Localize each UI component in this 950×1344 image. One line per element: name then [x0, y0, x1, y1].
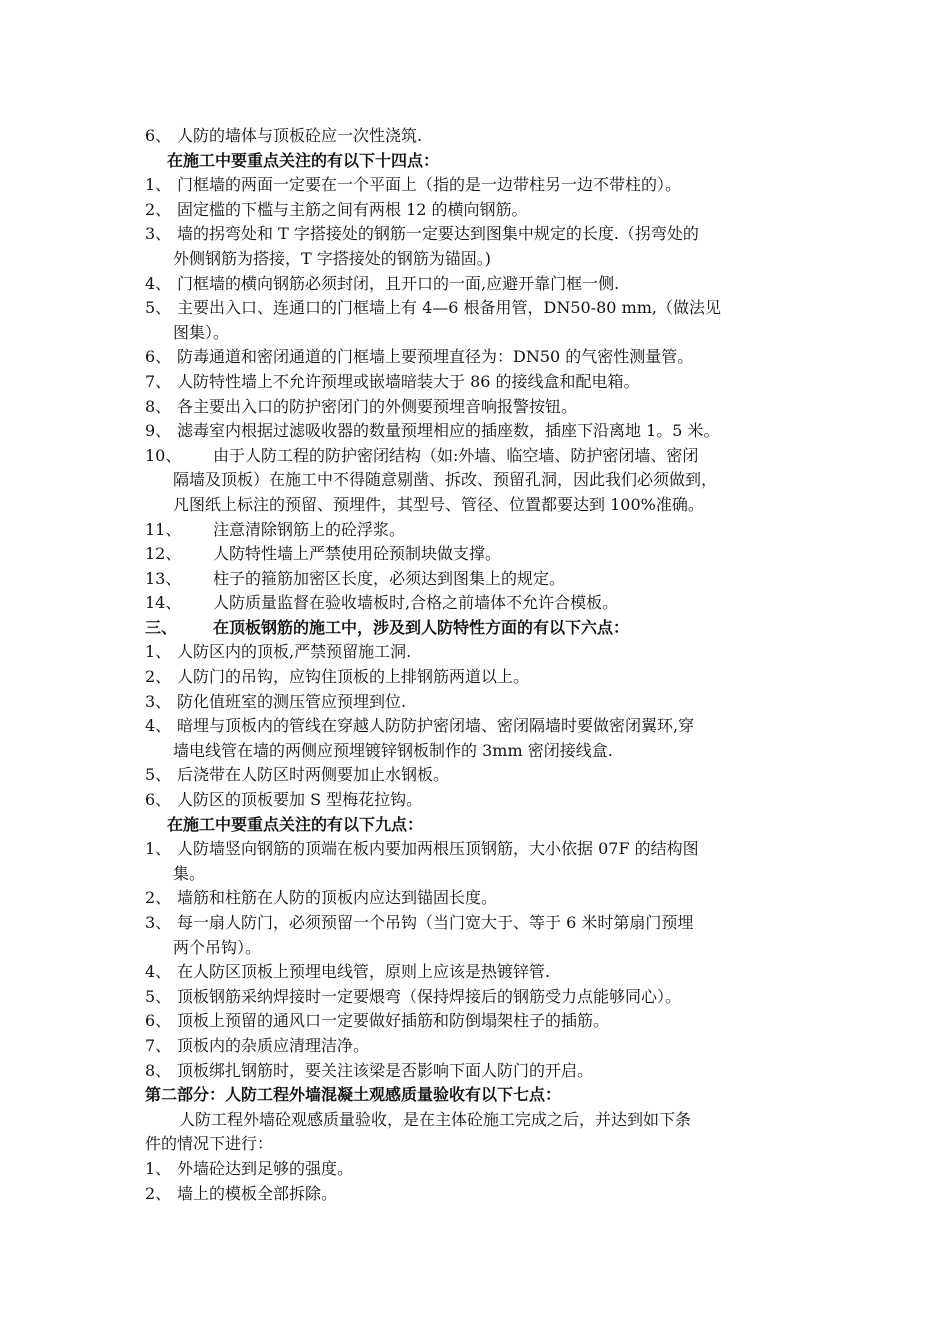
- list-item-number: 2、: [145, 667, 172, 687]
- list-item-number: 5、: [145, 765, 172, 785]
- list-item: [145, 591, 825, 616]
- list-item-text: 暗埋与顶板内的管线在穿越人防防护密闭墙、密闭隔墙时要做密闭翼环,穿: [177, 716, 695, 736]
- list-item-number: 3、: [145, 691, 172, 711]
- list-item-text: 墙电线管在墙的两侧应预埋镀锌钢板制作的 3mm 密闭接线盒.: [173, 740, 613, 760]
- list-item-text: 墙的拐弯处和 T 字搭接处的钢筋一定要达到图集中规定的长度.（拐弯处的: [177, 224, 699, 244]
- list-item-text: 人防特性墙上不允许预埋或嵌墙暗装大于 86 的接线盒和配电箱。: [177, 371, 640, 391]
- list-item: [145, 1157, 825, 1182]
- list-item-number: 3、: [145, 913, 172, 932]
- document-body: [145, 124, 825, 1206]
- list-item-number: 3、: [145, 224, 172, 244]
- list-item: [145, 985, 825, 1010]
- list-item-text: 在顶板钢筋的施工中，涉及到人防特性方面的有以下六点：: [213, 617, 630, 637]
- list-item-number: 5、: [145, 986, 172, 1006]
- list-item-number: 14、: [145, 593, 182, 613]
- list-item-text: 人防特性墙上严禁使用砼预制块做支撑。: [213, 544, 502, 564]
- list-item-number: 6、: [145, 790, 172, 810]
- list-item-number: 1、: [145, 839, 172, 859]
- list-item-number: 6、: [145, 347, 172, 367]
- list-item-number: 4、: [145, 962, 172, 982]
- list-item: [145, 616, 825, 641]
- list-item-text: 顶板钢筋采纳焊接时一定要煨弯（保持焊接后的钢筋受力点能够同心）。: [177, 986, 682, 1006]
- list-item-number: 11、: [145, 519, 182, 539]
- list-item-text: 两个吊钩）。: [173, 937, 262, 957]
- list-item: [145, 1009, 825, 1034]
- list-item-text: 人防门的吊钩，应钩住顶板的上排钢筋两道以上。: [177, 667, 530, 687]
- list-item: [145, 444, 825, 518]
- list-item-number: 2、: [145, 1183, 172, 1203]
- list-item-number: 6、: [145, 126, 172, 145]
- list-item: [145, 198, 825, 223]
- list-item-text: 每一扇人防门，必须预留一个吊钩（当门宽大于、等于 6 米时第扇门预埋: [177, 913, 694, 932]
- list-item-text: 主要出入口、连通口的门框墙上有 4—6 根备用管，DN50-80 mm,（做法见: [177, 298, 722, 318]
- list-item: [145, 567, 825, 592]
- list-item-text: 防化值班室的测压管应预埋到位.: [177, 691, 407, 711]
- list-item-text: 人防墙竖向钢筋的顶端在板内要加两根压顶钢筋，大小依据 07F 的结构图: [177, 839, 699, 859]
- list-item: [145, 419, 825, 444]
- list-item: [145, 640, 825, 665]
- list-item: [145, 395, 825, 420]
- list-item-number: 4、: [145, 273, 172, 293]
- list-item-number: 7、: [145, 371, 172, 391]
- list-item-number: 7、: [145, 1035, 172, 1055]
- list-item: [145, 370, 825, 395]
- list-item: [145, 1182, 825, 1207]
- list-item-text: 固定槛的下槛与主筋之间有两根 12 的横向钢筋。: [177, 199, 528, 219]
- paragraph-line: 人防工程外墙砼观感质量验收，是在主体砼施工完成之后，并达到如下条: [179, 1109, 692, 1129]
- list-item: [145, 542, 825, 567]
- section-heading: 第二部分：人防工程外墙混凝土观感质量验收有以下七点：: [145, 1085, 562, 1105]
- list-item-number: 4、: [145, 716, 172, 736]
- list-item-text: 门框墙的横向钢筋必须封闭，且开口的一面,应避开靠门框一侧.: [177, 273, 620, 293]
- list-item-text: 集。: [173, 863, 206, 883]
- list-item-number: 8、: [145, 396, 172, 416]
- list-item-number: 8、: [145, 1060, 172, 1080]
- list-item-text: 各主要出入口的防护密闭门的外侧要预埋音响报警按钮。: [177, 396, 578, 416]
- list-item: [145, 518, 825, 543]
- list-item: [145, 124, 825, 149]
- list-item-text: 墙筋和柱筋在人防的顶板内应达到锚固长度。: [177, 888, 498, 908]
- list-item: [145, 911, 825, 960]
- list-item-number: 2、: [145, 888, 172, 908]
- list-item: [145, 960, 825, 985]
- list-item-text: 注意清除钢筋上的砼浮浆。: [213, 519, 406, 539]
- list-item-text: 人防的墙体与顶板砼应一次性浇筑.: [177, 126, 423, 145]
- list-item-text: 防毒通道和密闭通道的门框墙上要预埋直径为：DN50 的气密性测量管。: [177, 347, 694, 367]
- list-item-number: 三、: [145, 617, 178, 637]
- list-item-number: 1、: [145, 642, 172, 662]
- list-item-number: 13、: [145, 568, 182, 588]
- list-item: [145, 173, 825, 198]
- list-item-text: 后浇带在人防区时两侧要加止水钢板。: [177, 765, 450, 785]
- list-item-text: 外墙砼达到足够的强度。: [177, 1158, 354, 1178]
- list-item-text: 人防质量监督在验收墙板时,合格之前墙体不允许合模板。: [213, 593, 619, 613]
- list-item-number: 12、: [145, 544, 182, 564]
- list-item: [145, 690, 825, 715]
- list-item-text: 外侧钢筋为搭接，T 字搭接处的钢筋为锚固。): [173, 248, 492, 268]
- list-item: [145, 665, 825, 690]
- list-item-number: 1、: [145, 1158, 172, 1178]
- list-item: [145, 1034, 825, 1059]
- list-item: [145, 222, 825, 271]
- list-item-number: 6、: [145, 1011, 172, 1031]
- list-item: [145, 296, 825, 345]
- section-subheading: 在施工中要重点关注的有以下十四点：: [167, 150, 440, 170]
- list-item-text: 墙上的模板全部拆除。: [177, 1183, 338, 1203]
- list-item-text: 人防区内的顶板,严禁预留施工洞.: [177, 642, 412, 662]
- list-item-number: 1、: [145, 175, 172, 195]
- list-item-text: 图集）。: [173, 322, 230, 342]
- list-item-number: 5、: [145, 298, 172, 318]
- section-subheading: 在施工中要重点关注的有以下九点：: [167, 814, 424, 834]
- list-item: [145, 788, 825, 813]
- list-item-number: 10、: [145, 445, 182, 465]
- list-item-text: 在人防区顶板上预埋电线管，原则上应该是热镀锌管.: [177, 962, 551, 982]
- list-item-text: 顶板绑扎钢筋时，要关注该梁是否影响下面人防门的开启。: [177, 1060, 594, 1080]
- list-item-number: 9、: [145, 421, 172, 441]
- list-item-text: 隔墙及顶板）在施工中不得随意剔凿、拆改、预留孔洞，因此我们必须做到，: [173, 470, 718, 490]
- list-item: [145, 345, 825, 370]
- list-item-text: 顶板上预留的通风口一定要做好插筋和防倒塌架柱子的插筋。: [177, 1011, 610, 1031]
- list-item-text: 由于人防工程的防护密闭结构（如:外墙、临空墙、防护密闭墙、密闭: [213, 445, 699, 465]
- list-item-text: 顶板内的杂质应清理洁净。: [177, 1035, 370, 1055]
- list-item-text: 凡图纸上标注的预留、预埋件，其型号、管径、位置都要达到 100%准确。: [173, 494, 704, 514]
- list-item-number: 2、: [145, 199, 172, 219]
- list-item: [145, 886, 825, 911]
- paragraph: [145, 1108, 825, 1157]
- list-item: [145, 837, 825, 886]
- list-item: [145, 1059, 825, 1084]
- list-item: [145, 272, 825, 297]
- list-item: [145, 763, 825, 788]
- list-item: [145, 714, 825, 763]
- list-item-text: 人防区的顶板要加 S 型梅花拉钩。: [177, 790, 423, 810]
- list-item-text: 滤毒室内根据过滤吸收器的数量预埋相应的插座数，插座下沿离地 1。5 米。: [177, 421, 720, 441]
- list-item-text: 柱子的箍筋加密区长度，必须达到图集上的规定。: [213, 568, 566, 588]
- list-item-text: 门框墙的两面一定要在一个平面上（指的是一边带柱另一边不带柱的）。: [177, 175, 682, 195]
- paragraph-line: 件的情况下进行：: [145, 1134, 274, 1154]
